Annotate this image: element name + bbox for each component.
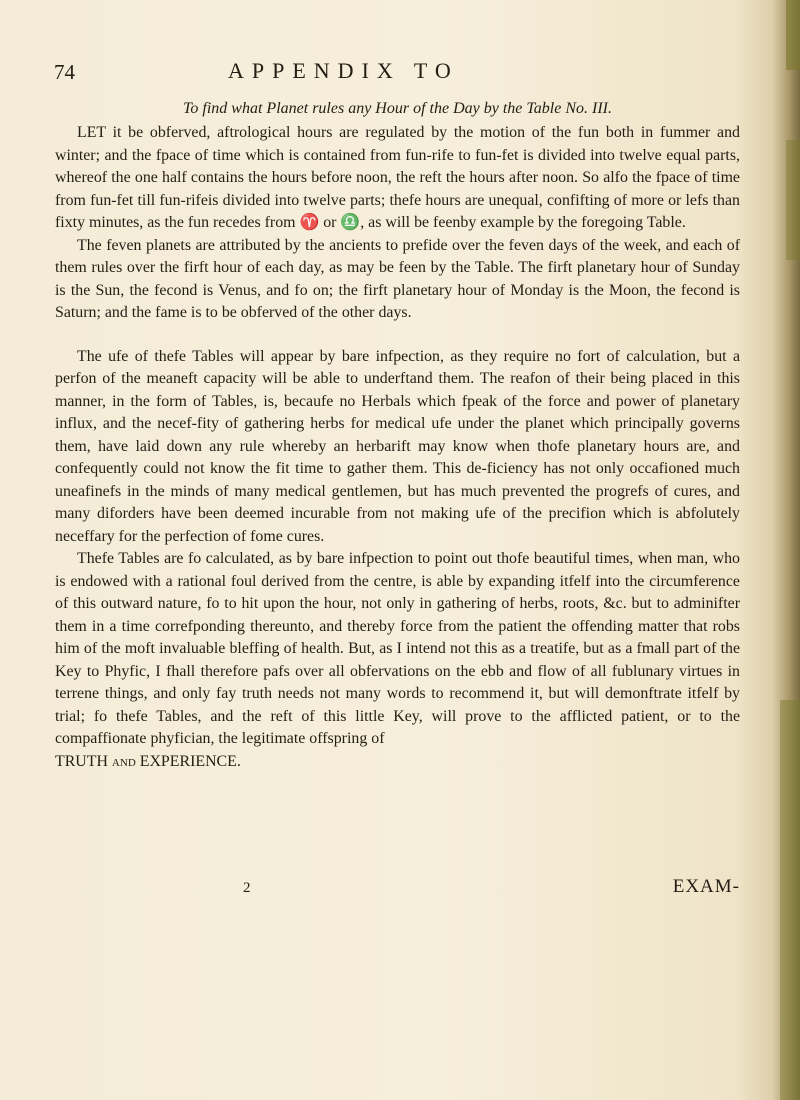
- edge-stain: [786, 0, 800, 70]
- page-header: [48, 52, 752, 92]
- running-head: APPENDIX TO: [228, 58, 459, 83]
- page-body: [55, 98, 740, 773]
- section-title-text: To find what Planet rules any Hour of the Day by the Table: [182, 100, 562, 117]
- closing-line: TRUTH and EXPERIENCE.: [55, 752, 241, 770]
- paragraph: The ufe of thefe Tables will appear by bare infpection, as they require no fort of calculation, but a perfon of the meaneft capacity will be able to underftand them. The reafon of their being placed in this manner, in the form of Tables, is, becaufe no Herbals which fpeak of the force and power of planetary influx, and the necef-fity of gathering herbs for medical ufe under the planet which principally governs them, have laid down any rule whereby an herbarift may know when thofe planetary hours are, and confequently could not know the fit time to gather them. This de-ficiency has not only occafioned much uneafinefs in the minds of many medical gentlemen, but has much prevented the progrefs of cures, and many diforders have been deemed incurable from not making ufe of the precifion which is abfolutely neceffary for the perfection of fome cures.: [55, 347, 740, 545]
- section-title-number: No. III.: [565, 100, 612, 117]
- paragraph: Thefe Tables are fo calculated, as by bare infpection to point out thofe beautiful times, when man, who is endowed with a rational foul derived from the centre, is able by expanding itfelf into the circumference of this outward nature, fo to hit upon the hour, not only in gathering of herbs, roots, &c. but to adminifter them in a time correfponding thereunto, and thereby force from the patient the offending matter that robs him of the moft invaluable bleffing of health. But, as I intend not this as a treatife, but as a fmall part of the Key to Phyfic, I fhall therefore pafs over all obfervations on the ebb and flow of all fublunary virtues in terrene things, and only fay truth needs not many words to recommend it, but will demonftrate itfelf by trial; fo thefe Tables, and the reft of this little Key, will prove to the afflicted patient, or to the compaffionate phyfician, the legitimate offspring of: [55, 550, 740, 747]
- page-number: 74: [54, 60, 75, 84]
- paragraph: The feven planets are attributed by the ancients to prefide over the feven days of the week, and each of them rules over the firft hour of each day, as may be feen by the Table. The firft planetary hour of Sunday is the Sun, the fecond is Venus, and fo on; the firft planetary hour of Monday is the Moon, the fecond is Saturn; and the fame is to be obferved of the other days.: [55, 236, 740, 321]
- paragraph: LET it be obferved, aftrological hours are regulated by the motion of the fun both in fummer and winter; and the fpace of time which is contained from fun-rife to fun-fet is divided into twelve equal parts, whereof the one half contains the hours before noon, the reft the hours after noon. So alfo the fpace of time from fun-fet till fun-rifeis divided into twelve parts; thefe hours are unequal, confifting of more or lefs than fixty minutes, as the fun recedes from ♈ or ♎, as will be feenby example by the foregoing Table.: [55, 124, 740, 231]
- edge-stain: [786, 140, 800, 260]
- edge-stain: [780, 700, 800, 1100]
- catchword: EXAM-: [672, 876, 740, 897]
- signature-mark: 2: [243, 880, 251, 896]
- section-title: [55, 98, 740, 120]
- page-footer: [55, 876, 740, 910]
